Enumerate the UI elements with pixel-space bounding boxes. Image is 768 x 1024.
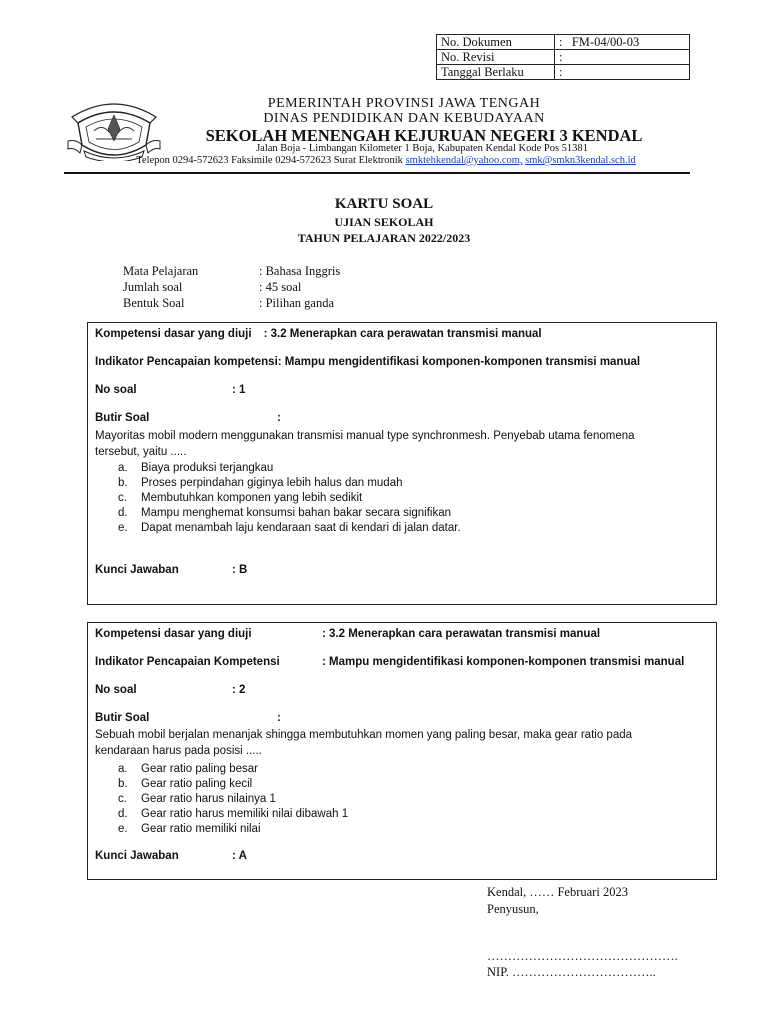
indicator-row — [95, 656, 684, 668]
competency-row — [95, 328, 542, 340]
email-link-1[interactable]: smktehkendal@yahoo.com, — [405, 155, 523, 166]
doc-info-label: No. Dokumen — [437, 35, 555, 50]
question-stem-line: Sebuah mobil berjalan menanjak shingga membutuhkan momen yang paling besar, maka gear ratio pada — [95, 729, 633, 741]
doc-info-label: Tanggal Berlaku — [437, 65, 555, 80]
question-stem-line: Mayoritas mobil modern menggunakan transmisi manual type synchronmesh. Penyebab utama fenomena — [95, 430, 635, 442]
option-text: Gear ratio paling kecil — [141, 778, 253, 790]
answer-key-row — [95, 850, 247, 862]
question-card-1 — [87, 322, 717, 605]
doc-info-value: FM-04/00-03 — [571, 35, 640, 49]
meta-label: Jumlah soal — [123, 280, 183, 294]
meta-value: : Pilihan ganda — [259, 296, 334, 310]
question-item-colon: : — [277, 412, 281, 424]
competency-label: Kompetensi dasar yang diuji — [95, 628, 252, 640]
option-letter: c. — [118, 793, 127, 805]
meta-row-subject — [123, 264, 340, 279]
option-text: Gear ratio harus nilainya 1 — [141, 793, 276, 805]
question-number-value: : 1 — [232, 384, 246, 396]
question-item-row — [95, 412, 281, 424]
option-text: Dapat menambah laju kendaraan saat di kendari di jalan datar. — [141, 522, 461, 534]
answer-option — [118, 763, 258, 775]
header-divider — [64, 172, 690, 174]
option-letter: e. — [118, 522, 128, 534]
email-link-2[interactable]: smk@smkn3kendal.sch.id — [525, 155, 636, 166]
question-number-value: : 2 — [232, 684, 246, 696]
document-info-table — [436, 34, 690, 80]
question-item-label: Butir Soal — [95, 412, 150, 424]
answer-option — [118, 507, 451, 519]
option-text: Membutuhkan komponen yang lebih sedikit — [141, 492, 363, 504]
option-letter: d. — [118, 507, 128, 519]
meta-label: Mata Pelajaran — [123, 264, 199, 278]
contact-phone-fax: Telepon 0294-572623 Faksimile 0294-572623 Surat Elektronik — [136, 155, 406, 166]
question-item-label: Butir Soal — [95, 712, 150, 724]
meta-value: : Bahasa Inggris — [259, 264, 341, 278]
option-text: Gear ratio paling besar — [141, 763, 258, 775]
answer-option — [118, 823, 261, 835]
question-stem-line: tersebut, yaitu ..... — [95, 446, 187, 458]
page-subtitle-year: TAHUN PELAJARAN 2022/2023 — [297, 231, 471, 245]
answer-key-row — [95, 564, 247, 576]
indicator-label: Indikator Pencapaian kompetensi: — [95, 356, 282, 368]
answer-option — [118, 492, 362, 504]
question-number-label: No soal — [95, 384, 137, 396]
question-number-row — [95, 684, 245, 696]
answer-option — [118, 477, 403, 489]
doc-info-row — [437, 50, 690, 65]
signature-nip: NIP. …………………………….. — [487, 965, 656, 979]
answer-option — [118, 793, 276, 805]
meta-row-type — [123, 296, 334, 311]
meta-row-count — [123, 280, 301, 295]
option-letter: d. — [118, 808, 128, 820]
option-text: Mampu menghemat konsumsi bahan bakar secara signifikan — [141, 507, 452, 519]
question-stem-line: kendaraan harus pada posisi ..... — [95, 745, 262, 757]
header-government: PEMERINTAH PROVINSI JAWA TENGAH — [267, 96, 541, 111]
page-subtitle-exam: UJIAN SEKOLAH — [334, 215, 434, 229]
doc-info-row — [437, 65, 690, 80]
option-text: Biaya produksi terjangkau — [141, 462, 274, 474]
header-school-name: SEKOLAH MENENGAH KEJURUAN NEGERI 3 KENDAL — [205, 126, 643, 145]
competency-value: : 3.2 Menerapkan cara perawatan transmisi manual — [322, 628, 601, 640]
competency-row — [95, 628, 600, 640]
question-number-label: No soal — [95, 684, 137, 696]
question-item-colon: : — [277, 712, 281, 724]
competency-value: : 3.2 Menerapkan cara perawatan transmisi manual — [263, 328, 542, 340]
option-letter: a. — [118, 763, 128, 775]
meta-value: : 45 soal — [259, 280, 302, 294]
question-item-row — [95, 712, 281, 724]
option-text: Proses perpindahan giginya lebih halus dan mudah — [141, 477, 403, 489]
doc-info-sep: : — [559, 65, 563, 79]
answer-key-label: Kunci Jawaban — [95, 850, 179, 862]
indicator-value: Mampu mengidentifikasi komponen-komponen transmisi manual — [281, 356, 641, 368]
question-card-2 — [87, 622, 717, 880]
answer-option — [118, 778, 252, 790]
option-letter: e. — [118, 823, 128, 835]
answer-option — [118, 522, 461, 534]
header-department: DINAS PENDIDIKAN DAN KEBUDAYAAN — [263, 111, 545, 126]
indicator-value: : Mampu mengidentifikasi komponen-komponen transmisi manual — [322, 656, 685, 668]
answer-key-label: Kunci Jawaban — [95, 564, 179, 576]
header-contact — [2, 155, 768, 166]
header-address: Jalan Boja - Limbangan Kilometer 1 Boja, Kabupaten Kendal Kode Pos 51381 — [256, 143, 588, 154]
answer-key-value: : A — [232, 850, 247, 862]
signature-place-date: Kendal, …… Februari 2023 — [487, 885, 628, 899]
option-letter: b. — [118, 778, 128, 790]
option-text: Gear ratio memiliki nilai — [141, 823, 261, 835]
option-text: Gear ratio harus memiliki nilai dibawah 1 — [141, 808, 349, 820]
answer-option — [118, 808, 348, 820]
option-letter: b. — [118, 477, 128, 489]
option-letter: c. — [118, 492, 127, 504]
signature-role: Penyusun, — [487, 902, 539, 916]
doc-info-label: No. Revisi — [437, 50, 555, 65]
doc-info-sep: : — [559, 50, 563, 64]
signature-line: ………………………………………. — [487, 949, 678, 963]
answer-key-value: : B — [232, 564, 248, 576]
meta-label: Bentuk Soal — [123, 296, 185, 310]
option-letter: a. — [118, 462, 128, 474]
question-number-row — [95, 384, 245, 396]
indicator-label: Indikator Pencapaian Kompetensi — [95, 656, 280, 668]
indicator-row — [95, 356, 640, 368]
doc-info-row — [437, 35, 690, 50]
page-title: KARTU SOAL — [334, 196, 434, 212]
answer-option — [118, 462, 273, 474]
doc-info-sep: : — [559, 35, 563, 49]
competency-label: Kompetensi dasar yang diuji — [95, 328, 252, 340]
